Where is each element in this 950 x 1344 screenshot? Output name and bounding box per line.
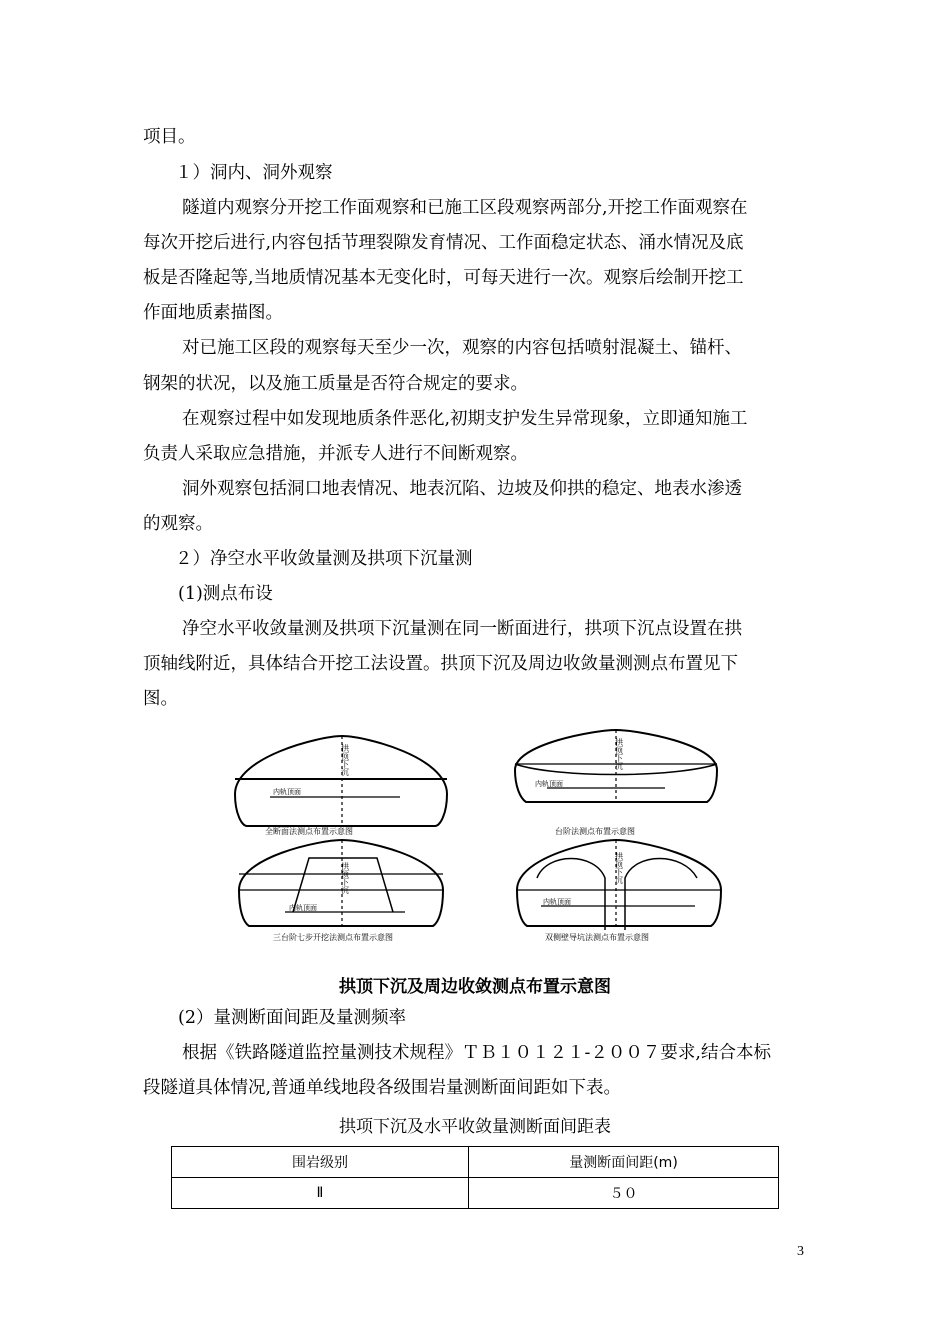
- section-heading: １）洞内、洞外观察: [175, 163, 333, 183]
- figure-caption: 拱顶下沉及周边收敛测点布置示意图: [339, 977, 611, 997]
- paragraph-line: 隧道内观察分开挖工作面观察和已施工区段观察两部分,开挖工作面观察在: [182, 198, 748, 218]
- right-drift: [625, 859, 697, 931]
- vertical-label: 拱顶下沉: [614, 738, 624, 770]
- table-header-cell: 量测断面间距(m): [469, 1147, 779, 1178]
- vertical-label: 拱顶下沉: [614, 852, 624, 884]
- left-drift: [537, 859, 605, 931]
- paragraph-line: 图。: [143, 689, 178, 709]
- paragraph-line: 对已施工区段的观察每天至少一次，观察的内容包括喷射混凝土、锚杆、: [182, 338, 742, 358]
- subfigure-caption: 三台阶七步开挖法测点布置示意图: [273, 933, 393, 942]
- table-row: [172, 1178, 779, 1209]
- paragraph-line: 顶轴线附近，具体结合开挖工法设置。拱顶下沉及周边收敛量测测点布置见下: [143, 654, 738, 674]
- paragraph-line: 板是否隆起等,当地质情况基本无变化时，可每天进行一次。观察后绘制开挖工: [143, 268, 744, 288]
- paragraph-line: 在观察过程中如发现地质条件恶化,初期支护发生异常现象，立即通知施工: [182, 409, 748, 429]
- paragraph-line: 负责人采取应急措施，并派专人进行不间断观察。: [143, 444, 528, 464]
- subfigure-caption: 台阶法测点布置示意图: [555, 827, 635, 836]
- subsection-heading: (1)测点布设: [178, 584, 273, 604]
- section-heading: ２）净空水平收敛量测及拱项下沉量测: [175, 549, 473, 569]
- page-number: 3: [797, 1244, 804, 1259]
- paragraph-line: 钢架的状况，以及施工质量是否符合规定的要求。: [143, 374, 528, 394]
- table-header-cell: 围岩级别: [172, 1147, 469, 1178]
- table-cell: Ⅱ: [172, 1178, 469, 1209]
- paragraph-line: 项目。: [143, 127, 196, 147]
- paragraph-line: 净空水平收敛量测及拱项下沉量测在同一断面进行，拱项下沉点设置在拱: [182, 619, 742, 639]
- spacing-table: [171, 1146, 779, 1209]
- elevation-label: 内轨顶面: [273, 788, 301, 796]
- paragraph-line: 的观察。: [143, 514, 213, 534]
- vertical-label: 拱顶下沉: [340, 744, 350, 776]
- subfigure-caption: 双侧壁导坑法测点布置示意图: [545, 933, 649, 942]
- paragraph-line: 段隧道具体情况,普通单线地段各级围岩量测断面间距如下表。: [143, 1078, 622, 1098]
- paragraph-line: 作面地质素描图。: [143, 303, 283, 323]
- paragraph-line: 每次开挖后进行,内容包括节理裂隙发育情况、工作面稳定状态、涌水情况及底: [143, 233, 744, 253]
- table-header-row: [172, 1147, 779, 1178]
- subfigure-caption: 全断面法测点布置示意图: [265, 827, 353, 836]
- paragraph-line: 洞外观察包括洞口地表情况、地表沉陷、边坡及仰拱的稳定、地表水渗透: [182, 479, 742, 499]
- tunnel-measurement-diagram: [225, 722, 725, 952]
- table-cell: ５０: [469, 1178, 779, 1209]
- subsection-heading: (2）量测断面间距及量测频率: [178, 1008, 406, 1028]
- vertical-label: 拱顶下沉: [340, 862, 350, 894]
- elevation-label: 内轨顶面: [289, 904, 317, 912]
- table-caption: 拱项下沉及水平收敛量测断面间距表: [339, 1117, 611, 1137]
- paragraph-line: 根据《铁路隧道监控量测技术规程》ＴＢ１０１２１-２００７要求,结合本标: [182, 1043, 771, 1063]
- elevation-label: 内轨顶面: [543, 898, 571, 906]
- elevation-label: 内轨顶面: [535, 780, 563, 788]
